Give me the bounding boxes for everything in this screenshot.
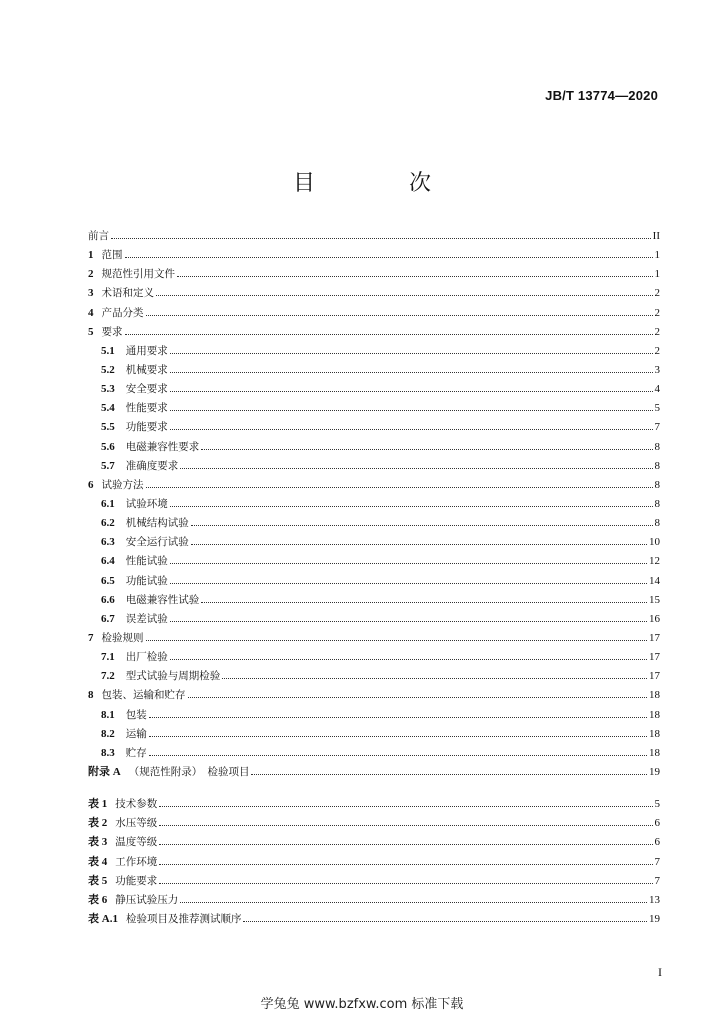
toc-entry-number: 2 bbox=[88, 268, 94, 281]
toc-entry-number: 6.3 bbox=[101, 536, 115, 549]
toc-entry-label: 温度等级 bbox=[115, 836, 158, 849]
toc-entry-number: 表 5 bbox=[88, 874, 108, 887]
toc-entry-page: 18 bbox=[649, 727, 660, 740]
toc-entry-page: 13 bbox=[649, 893, 660, 906]
toc-entry[interactable] bbox=[88, 495, 660, 514]
toc-entry-number: 5 bbox=[88, 325, 94, 338]
toc-leader-dots bbox=[188, 697, 648, 698]
toc-leader-dots bbox=[170, 372, 653, 373]
toc-entry-label: 电磁兼容性要求 bbox=[125, 440, 200, 453]
toc-entry[interactable] bbox=[88, 610, 660, 629]
toc-entry-page: 7 bbox=[654, 855, 660, 868]
toc-leader-dots bbox=[170, 621, 647, 622]
toc-entry-label: 产品分类 bbox=[101, 306, 144, 319]
toc-leader-dots bbox=[125, 334, 653, 335]
toc-entry-number: 1 bbox=[88, 249, 94, 262]
toc-leader-dots bbox=[170, 563, 647, 564]
toc-entry[interactable] bbox=[88, 361, 660, 380]
toc-entry-label: 检验规则 bbox=[101, 631, 144, 644]
toc-entry-label: 范围 bbox=[101, 249, 123, 262]
toc-entry-label: 规范性引用文件 bbox=[101, 268, 175, 281]
toc-entry-number: 3 bbox=[88, 287, 94, 300]
toc-entry-page: 4 bbox=[654, 383, 660, 396]
toc-entry-number: 8.3 bbox=[101, 746, 115, 759]
toc-entry-page: 6 bbox=[654, 817, 660, 830]
toc-leader-dots bbox=[177, 276, 653, 277]
toc-entry[interactable] bbox=[88, 648, 660, 667]
toc-entry-number: 5.7 bbox=[101, 459, 115, 472]
toc-entry-label: 工作环境 bbox=[115, 855, 158, 868]
toc-entry-page: 17 bbox=[649, 670, 660, 683]
toc-leader-dots bbox=[170, 583, 647, 584]
toc-entry[interactable] bbox=[88, 572, 660, 591]
toc-entry[interactable] bbox=[88, 304, 660, 323]
toc-leader-dots bbox=[191, 544, 647, 545]
toc-entry-page: 1 bbox=[654, 249, 660, 262]
toc-entry-label: 功能要求 bbox=[125, 421, 168, 434]
toc-entry-page: 12 bbox=[649, 555, 660, 568]
toc-entry-page: 10 bbox=[649, 536, 660, 549]
table-of-contents bbox=[88, 227, 660, 929]
toc-entry-number: 5.6 bbox=[101, 440, 115, 453]
toc-entry-label: 型式试验与周期检验 bbox=[125, 670, 221, 683]
toc-entry[interactable] bbox=[88, 686, 660, 705]
toc-entry-label: 贮存 bbox=[125, 746, 147, 759]
toc-entry-number: 5.4 bbox=[101, 402, 115, 415]
toc-entry-page: II bbox=[652, 230, 660, 242]
toc-entry[interactable] bbox=[88, 227, 660, 246]
toc-entry-label: 准确度要求 bbox=[125, 459, 179, 472]
toc-entry-number: 表 3 bbox=[88, 836, 108, 849]
toc-leader-dots bbox=[156, 295, 653, 296]
toc-entry[interactable] bbox=[88, 629, 660, 648]
toc-entry[interactable] bbox=[88, 853, 660, 872]
toc-entry-number: 4 bbox=[88, 306, 94, 319]
toc-entry-number: 6.2 bbox=[101, 517, 115, 530]
toc-leader-dots bbox=[125, 257, 653, 258]
toc-entry-number: 6.1 bbox=[101, 497, 115, 510]
toc-entry-label: 水压等级 bbox=[115, 817, 158, 830]
toc-leader-dots bbox=[170, 410, 653, 411]
toc-entry-number: 5.3 bbox=[101, 383, 115, 396]
toc-entry-page: 2 bbox=[654, 306, 660, 319]
toc-entry[interactable] bbox=[88, 380, 660, 399]
toc-leader-dots bbox=[170, 429, 653, 430]
toc-leader-dots bbox=[201, 449, 652, 450]
toc-entry-number: 5.1 bbox=[101, 344, 115, 357]
toc-leader-dots bbox=[180, 902, 647, 903]
toc-entry-page: 8 bbox=[654, 497, 660, 510]
toc-entry-number: 表 A.1 bbox=[88, 912, 118, 925]
toc-entry-page: 8 bbox=[654, 478, 660, 491]
toc-entry-label: 要求 bbox=[101, 325, 123, 338]
toc-entry-number: 表 6 bbox=[88, 893, 108, 906]
toc-entry-number: 6 bbox=[88, 478, 94, 491]
toc-entry-label: 包装 bbox=[125, 708, 147, 721]
toc-leader-dots bbox=[159, 864, 652, 865]
toc-entry[interactable] bbox=[88, 744, 660, 763]
toc-leader-dots bbox=[251, 774, 647, 775]
toc-leader-dots bbox=[149, 736, 647, 737]
toc-entry[interactable] bbox=[88, 246, 660, 265]
watermark: 学兔兔 www.bzfxw.com 标准下载 bbox=[260, 997, 464, 1012]
toc-leader-dots bbox=[149, 717, 647, 718]
toc-entry[interactable] bbox=[88, 872, 660, 891]
toc-leader-dots bbox=[146, 640, 648, 641]
toc-entry-number: 表 1 bbox=[88, 798, 108, 811]
toc-leader-dots bbox=[191, 525, 653, 526]
toc-entry[interactable] bbox=[88, 457, 660, 476]
toc-entry-label: 包装、运输和贮存 bbox=[101, 689, 186, 702]
toc-entry-number: 6.6 bbox=[101, 593, 115, 606]
toc-entry[interactable] bbox=[88, 418, 660, 437]
toc-entry-page: 2 bbox=[654, 325, 660, 338]
toc-entry[interactable] bbox=[88, 342, 660, 361]
toc-entry-page: 17 bbox=[649, 651, 660, 664]
toc-entry-page: 16 bbox=[649, 612, 660, 625]
toc-entry[interactable] bbox=[88, 833, 660, 852]
toc-entry-number: 6.4 bbox=[101, 555, 115, 568]
toc-leader-dots bbox=[180, 468, 652, 469]
toc-entry-number: 7.1 bbox=[101, 651, 115, 664]
toc-leader-dots bbox=[170, 391, 653, 392]
toc-entry-page: 2 bbox=[654, 287, 660, 300]
toc-entry-number: 8.1 bbox=[101, 708, 115, 721]
toc-entry-label: 检验项目及推荐测试顺序 bbox=[125, 912, 242, 925]
toc-entry-label: （规范性附录） 检验项目 bbox=[128, 765, 250, 778]
toc-entry-page: 5 bbox=[654, 402, 660, 415]
toc-entry-label: 试验环境 bbox=[125, 497, 168, 510]
toc-entry-page: 8 bbox=[654, 517, 660, 530]
toc-entry-page: 18 bbox=[649, 689, 660, 702]
toc-leader-dots bbox=[111, 238, 651, 239]
toc-entry-number: 表 4 bbox=[88, 855, 108, 868]
toc-leader-dots bbox=[222, 678, 647, 679]
toc-leader-dots bbox=[149, 755, 647, 756]
toc-entry[interactable] bbox=[88, 552, 660, 571]
toc-entry[interactable] bbox=[88, 725, 660, 744]
toc-title: 目 次 bbox=[292, 171, 467, 196]
toc-leader-dots bbox=[159, 844, 652, 845]
toc-entry-number: 5.5 bbox=[101, 421, 115, 434]
toc-entry-label: 机械要求 bbox=[125, 363, 168, 376]
toc-entry-label: 安全要求 bbox=[125, 383, 168, 396]
toc-entry-page: 7 bbox=[654, 421, 660, 434]
toc-entry-label: 误差试验 bbox=[125, 612, 168, 625]
toc-entry-page: 3 bbox=[654, 363, 660, 376]
toc-entry-page: 14 bbox=[649, 574, 660, 587]
toc-entry-number: 6.5 bbox=[101, 574, 115, 587]
toc-leader-dots bbox=[243, 921, 647, 922]
toc-entry[interactable] bbox=[88, 667, 660, 686]
toc-entry-page: 19 bbox=[649, 912, 660, 925]
toc-entry-label: 技术参数 bbox=[115, 798, 158, 811]
toc-leader-dots bbox=[146, 487, 653, 488]
toc-entry-label: 静压试验压力 bbox=[115, 893, 179, 906]
toc-leader-dots bbox=[170, 659, 647, 660]
toc-entry-label: 安全运行试验 bbox=[125, 536, 189, 549]
toc-entry[interactable] bbox=[88, 910, 660, 929]
toc-entry-label: 试验方法 bbox=[101, 478, 144, 491]
toc-entry-page: 6 bbox=[654, 836, 660, 849]
toc-leader-dots bbox=[159, 883, 652, 884]
page-number: I bbox=[658, 965, 662, 979]
toc-entry-number: 7.2 bbox=[101, 670, 115, 683]
toc-entry-label: 功能要求 bbox=[115, 874, 158, 887]
toc-entry[interactable] bbox=[88, 814, 660, 833]
toc-entry[interactable] bbox=[88, 706, 660, 725]
toc-leader-dots bbox=[159, 806, 652, 807]
toc-entry-label: 性能要求 bbox=[125, 402, 168, 415]
toc-entry-page: 8 bbox=[654, 440, 660, 453]
toc-entry-page: 8 bbox=[654, 459, 660, 472]
toc-entry[interactable] bbox=[88, 323, 660, 342]
toc-entry-label: 功能试验 bbox=[125, 574, 168, 587]
toc-entry[interactable] bbox=[88, 514, 660, 533]
toc-leader-dots bbox=[146, 315, 653, 316]
toc-entry-number: 8 bbox=[88, 689, 94, 702]
toc-entry[interactable] bbox=[88, 476, 660, 495]
toc-entry[interactable] bbox=[88, 891, 660, 910]
toc-entry[interactable] bbox=[88, 284, 660, 303]
toc-entry-label: 电磁兼容性试验 bbox=[125, 593, 200, 606]
toc-entry-label: 前言 bbox=[88, 230, 109, 242]
toc-entry-page: 15 bbox=[649, 593, 660, 606]
toc-entry-number: 6.7 bbox=[101, 612, 115, 625]
toc-entry[interactable] bbox=[88, 533, 660, 552]
toc-entry-label: 机械结构试验 bbox=[125, 517, 189, 530]
toc-entry-page: 5 bbox=[654, 798, 660, 811]
toc-entry-label: 性能试验 bbox=[125, 555, 168, 568]
toc-entry[interactable] bbox=[88, 591, 660, 610]
toc-entry-number: 7 bbox=[88, 631, 94, 644]
toc-leader-dots bbox=[170, 506, 653, 507]
toc-entry-number: 表 2 bbox=[88, 817, 108, 830]
toc-entry-label: 出厂检验 bbox=[125, 651, 168, 664]
toc-entry-label: 运输 bbox=[125, 727, 147, 740]
toc-entry-label: 术语和定义 bbox=[101, 287, 154, 300]
toc-entry-page: 19 bbox=[649, 765, 660, 778]
toc-entry-label: 通用要求 bbox=[125, 344, 168, 357]
toc-entry-page: 1 bbox=[654, 268, 660, 281]
toc-leader-dots bbox=[159, 825, 652, 826]
standard-code: JB/T 13774—2020 bbox=[545, 88, 658, 103]
toc-entry[interactable] bbox=[88, 795, 660, 814]
toc-entry[interactable] bbox=[88, 763, 660, 782]
toc-entry[interactable] bbox=[88, 265, 660, 284]
toc-entry-page: 18 bbox=[649, 746, 660, 759]
toc-entry-number: 5.2 bbox=[101, 363, 115, 376]
toc-entry[interactable] bbox=[88, 438, 660, 457]
toc-entry-number: 附录 A bbox=[88, 765, 121, 778]
toc-leader-dots bbox=[201, 602, 647, 603]
toc-entry-page: 2 bbox=[654, 344, 660, 357]
toc-entry-number: 8.2 bbox=[101, 727, 115, 740]
toc-entry-page: 17 bbox=[649, 631, 660, 644]
toc-entry-page: 18 bbox=[649, 708, 660, 721]
toc-entry-page: 7 bbox=[654, 874, 660, 887]
toc-entry[interactable] bbox=[88, 399, 660, 418]
toc-leader-dots bbox=[170, 353, 653, 354]
